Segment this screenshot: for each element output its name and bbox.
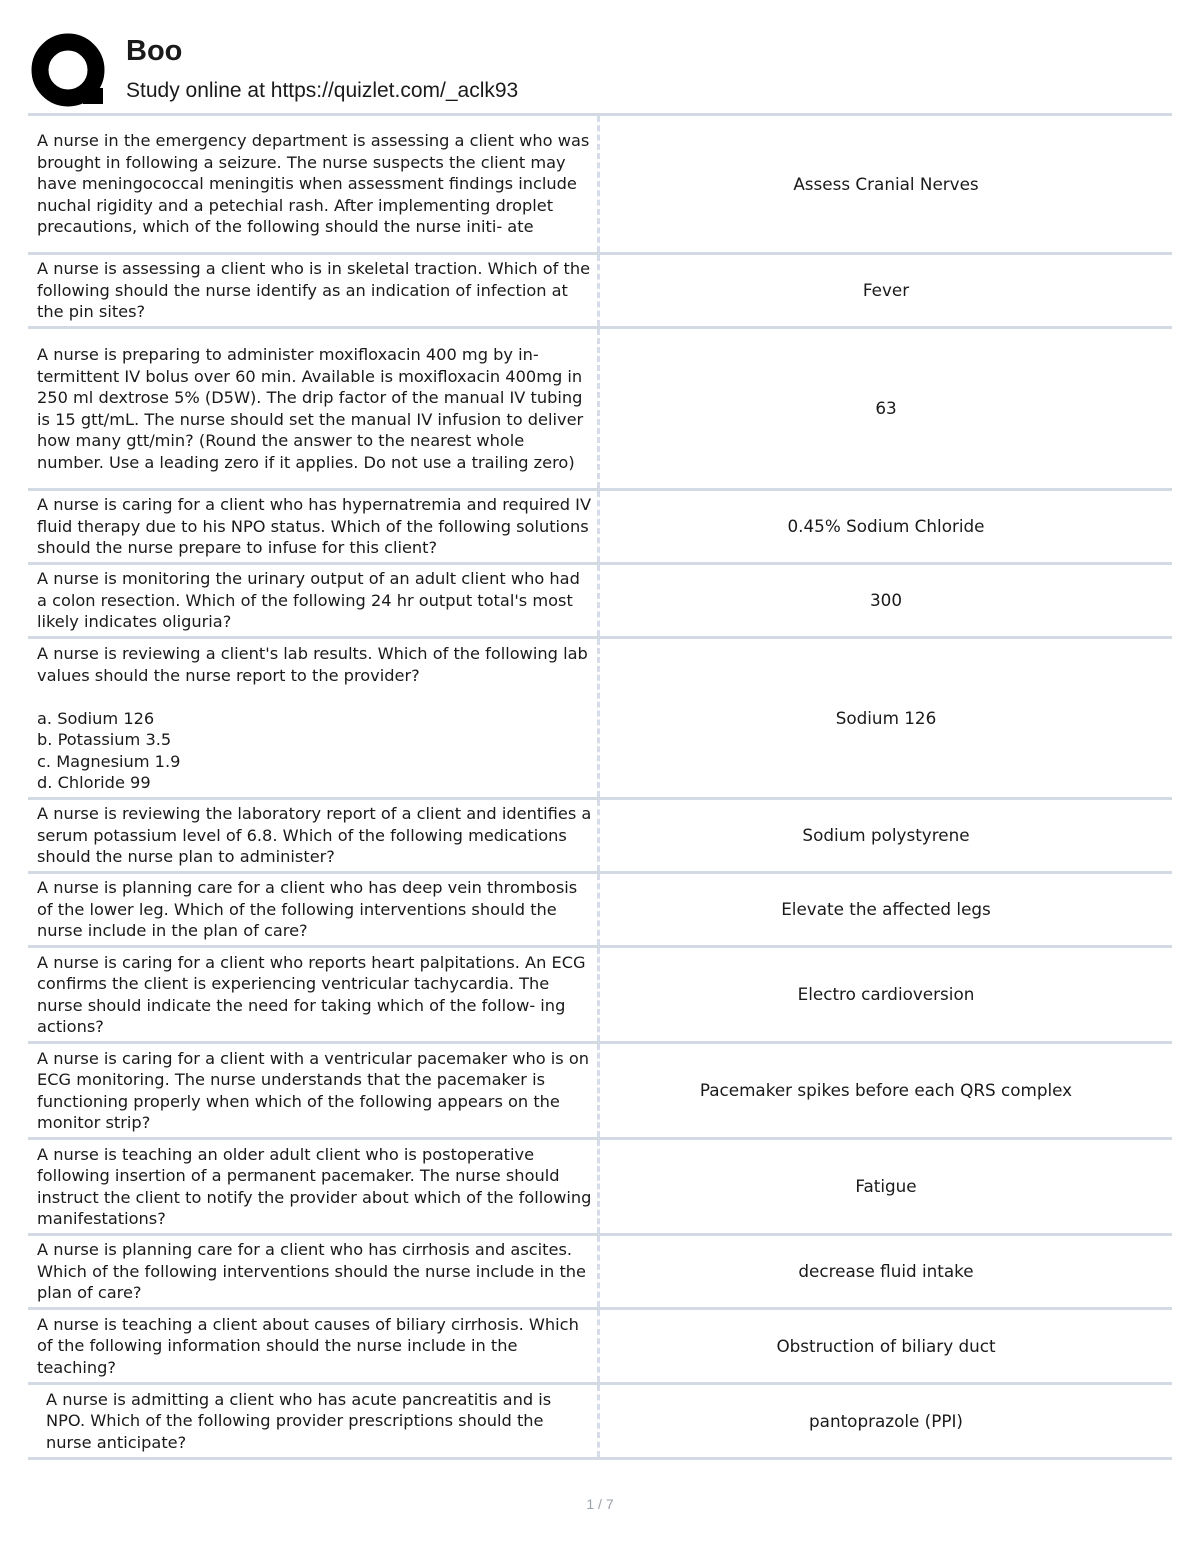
card-question: A nurse is caring for a client who reports heart palpitations. An ECG confirms the client is experiencing ventricular tachycardia. The nurse should indicate the need for taking which of the follow- ing actions? [28,948,600,1041]
card-question: A nurse is teaching an older adult client who is postoperative following insertion of a permanent pacemaker. The nurse should instruct the client to notify the provider about which of the following manifestations? [28,1140,600,1233]
table-row [28,1307,1172,1382]
card-question: A nurse is caring for a client who has hypernatremia and required IV fluid therapy due to his NPO status. Which of the following solutions should the nurse prepare to infuse for this client? [28,491,600,562]
card-answer: Sodium 126 [835,707,937,728]
table-row [28,488,1172,562]
table-row [28,945,1172,1041]
table-row [28,252,1172,326]
card-question: A nurse in the emergency department is assessing a client who was brought in following a seizure. The nurse suspects the client may have meningococcal meningitis when assessment findings include nuchal rigidity and a petechial rash. After implementing droplet precautions, which of the following should the nurse initi- ate [28,116,600,252]
card-question: A nurse is planning care for a client who has deep vein thrombosis of the lower leg. Which of the following interventions should the nurse include in the plan of care? [28,874,600,945]
card-answer: 63 [875,398,897,418]
card-question: A nurse is assessing a client who is in skeletal traction. Which of the following should the nurse identify as an indication of infection at the pin sites? [28,255,600,326]
table-row [28,797,1172,871]
card-answer: Assess Cranial Nerves [793,173,979,194]
card-answer: Electro cardioversion [797,984,975,1004]
set-title: Boo [126,35,183,67]
card-answer: Sodium polystyrene [802,825,970,845]
table-row [28,1382,1172,1460]
card-answer: Elevate the affected legs [781,899,991,919]
card-answer: 0.45% Sodium Chloride [787,516,985,536]
study-online-link[interactable]: Study online at https://quizlet.com/_aclk93 [126,79,519,102]
card-answer: Fever [862,280,910,300]
quizlet-logo-icon [30,32,110,112]
table-row [28,326,1172,488]
card-question: A nurse is reviewing the laboratory report of a client and identifies a serum potassium level of 6.8. Which of the following medications should the nurse plan to administer? [28,800,600,871]
table-row [28,562,1172,636]
table-row [28,1137,1172,1233]
table-row [28,1233,1172,1307]
table-row [28,871,1172,945]
card-answer: decrease fluid intake [798,1261,974,1281]
card-question: A nurse is planning care for a client who has cirrhosis and ascites. Which of the following interventions should the nurse include in the plan of care? [28,1236,600,1307]
page-number: 1 / 7 [586,1496,614,1512]
card-question: A nurse is teaching a client about causes of biliary cirrhosis. Which of the following information should the nurse include in the teaching? [28,1310,600,1382]
table-row [28,113,1172,252]
card-question: A nurse is preparing to administer moxifloxacin 400 mg by in- termittent IV bolus over 60 min. Available is moxifloxacin 400mg in 250 ml dextrose 5% (D5W). The drip factor of the manual IV tubing is 15 gtt/mL. The nurse should set the manual IV infusion to deliver how many gtt/min? (Round the answer to the nearest whole number. Use a leading zero if it applies. Do not use a trailing zero) [28,329,600,488]
card-answer: pantoprazole (PPI) [809,1410,963,1431]
card-answer: Pacemaker spikes before each QRS complex [699,1080,1073,1100]
card-answer: 300 [869,590,903,610]
card-answer: Obstruction of biliary duct [776,1335,996,1356]
table-row [28,1041,1172,1137]
card-question: A nurse is admitting a client who has acute pancreatitis and is NPO. Which of the following provider prescriptions should the nurse anticipate? [28,1385,600,1457]
table-row [28,636,1172,797]
page-header [28,30,1172,110]
card-question: A nurse is reviewing a client's lab results. Which of the following lab values should the nurse report to the provider? a. Sodium 126 b. Potassium 3.5 c. Magnesium 1.9 d. Chloride 99 [28,639,600,797]
flashcard-table [28,113,1172,1460]
card-question: A nurse is caring for a client with a ventricular pacemaker who is on ECG monitoring. The nurse understands that the pacemaker is functioning properly when which of the following appears on the monitor strip? [28,1044,600,1137]
card-question: A nurse is monitoring the urinary output of an adult client who had a colon resection. Which of the following 24 hr output total's most likely indicates oliguria? [28,565,600,636]
card-answer: Fatigue [855,1176,917,1196]
